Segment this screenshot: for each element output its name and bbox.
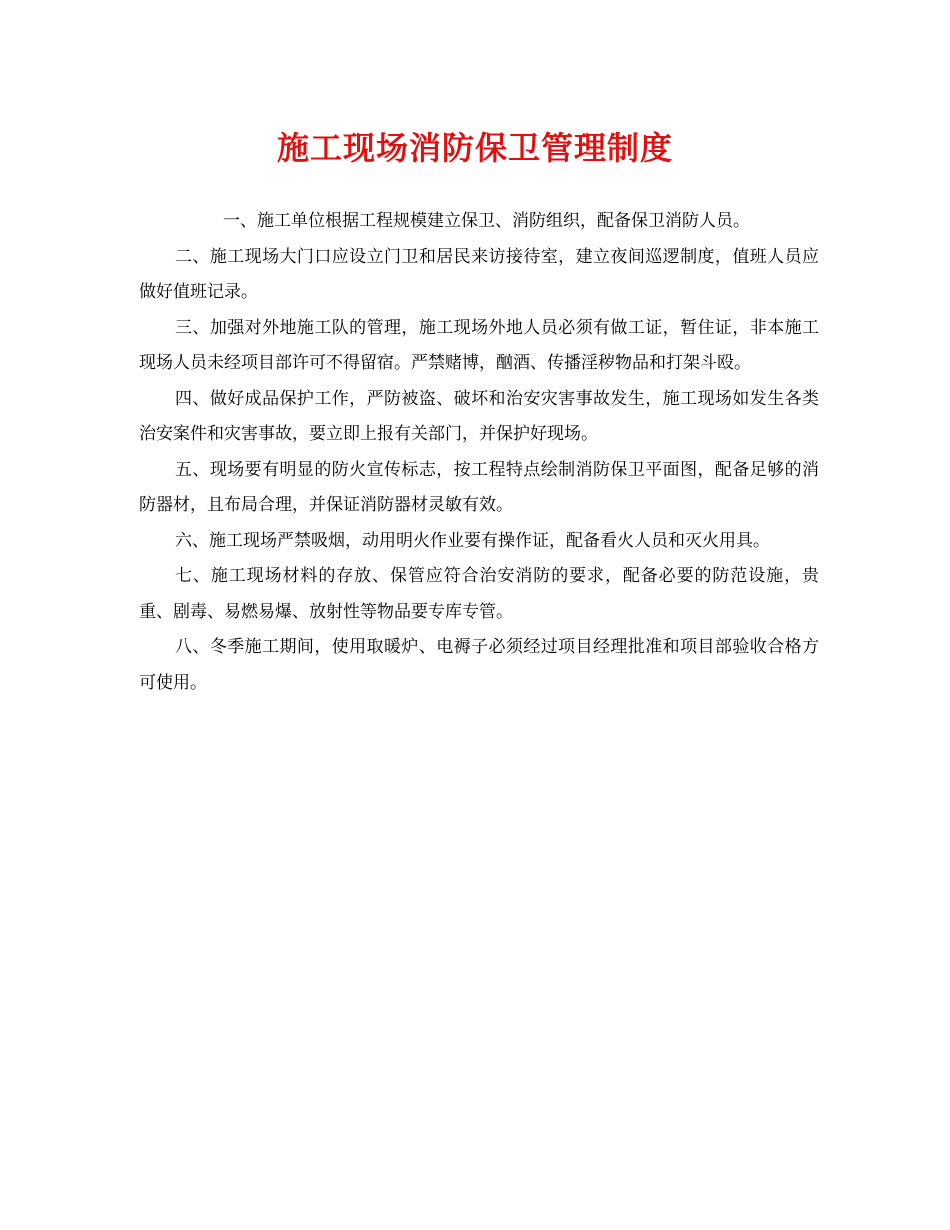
document-title: 施工现场消防保卫管理制度: [276, 129, 673, 167]
paragraph-6: 六、施工现场严禁吸烟，动用明火作业要有操作证，配备看火人员和灭火用具。: [175, 530, 770, 551]
paragraph-3: 三、加强对外地施工队的管理，施工现场外地人员必须有做工证，暂住证，非本施工现场人员未经项目部许可不得留宿。严禁赌博，酗酒、传播淫秽物品和打架斗殴。: [139, 317, 819, 373]
paragraph-4: 四、做好成品保护工作，严防被盗、破坏和治安灾害事故发生，施工现场如发生各类治安案件和灾害事故，要立即上报有关部门，并保护好现场。: [139, 388, 819, 444]
document-body: [139, 204, 819, 701]
paragraph-7: 七、施工现场材料的存放、保管应符合治安消防的要求，配备必要的防范设施，贵重、剧毒、易燃易爆、放射性等物品要专库专管。: [139, 566, 819, 622]
paragraph-1: 一、施工单位根据工程规模建立保卫、消防组织，配备保卫消防人员。: [223, 211, 750, 231]
paragraph-2: 二、施工现场大门口应设立门卫和居民来访接待室，建立夜间巡逻制度，值班人员应做好值班记录。: [139, 246, 819, 302]
paragraph-5: 五、现场要有明显的防火宣传标志，按工程特点绘制消防保卫平面图，配备足够的消防器材，且布局合理，并保证消防器材灵敏有效。: [139, 459, 819, 515]
paragraph-8: 八、冬季施工期间，使用取暖炉、电褥子必须经过项目经理批准和项目部验收合格方可使用。: [139, 637, 819, 693]
